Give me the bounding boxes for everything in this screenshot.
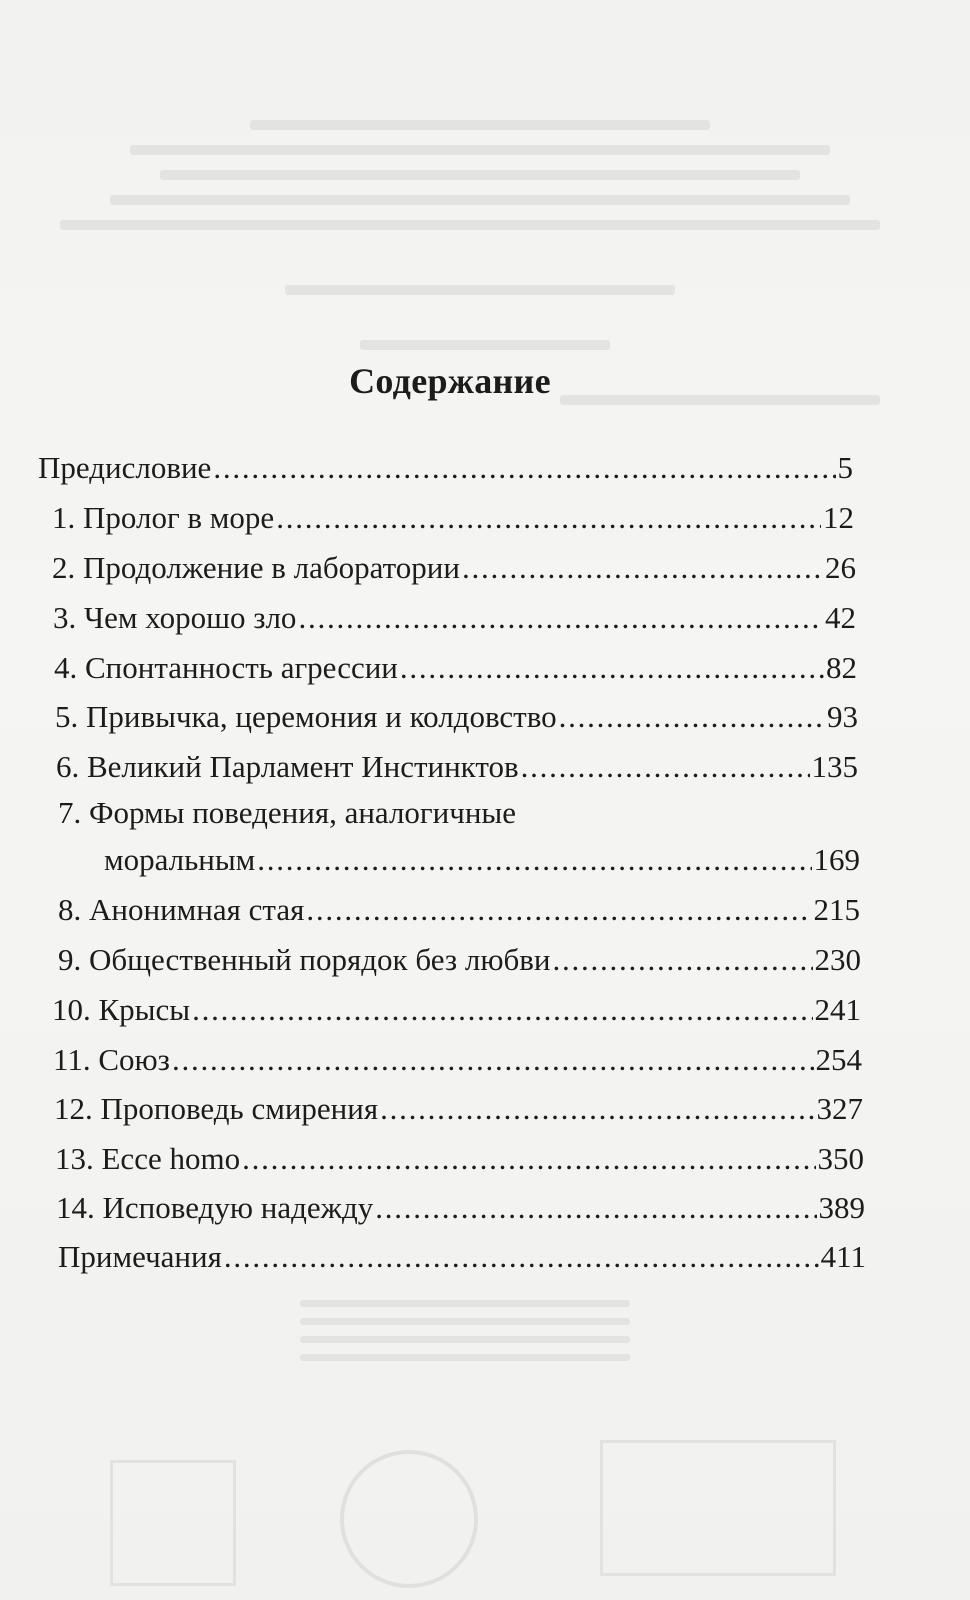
toc-entry-label: 5. Привычка, церемония и колдовство	[55, 699, 557, 734]
toc-entry[interactable]	[58, 890, 860, 930]
toc-entry-label: 3. Чем хорошо зло	[53, 600, 297, 635]
toc-entry-label: 10. Крысы	[52, 992, 191, 1027]
toc-entry-label: 6. Великий Парламент Инстинктов	[56, 749, 519, 784]
toc-entry-page: 5	[837, 450, 853, 485]
toc-entry[interactable]	[58, 940, 861, 980]
dot-leader	[462, 548, 823, 588]
toc-entry[interactable]	[54, 1089, 863, 1129]
dot-leader	[172, 1040, 814, 1080]
toc-entry-page: 93	[827, 699, 858, 734]
dot-leader	[242, 1139, 815, 1179]
toc-entry-page: 230	[814, 942, 861, 977]
toc-entry-page: 42	[825, 600, 856, 635]
toc-entry-page: 327	[816, 1091, 863, 1126]
dot-leader	[553, 940, 813, 980]
dot-leader	[306, 890, 811, 930]
toc-entry-page: 215	[813, 892, 860, 927]
dot-leader	[559, 697, 825, 737]
toc-entry-page: 135	[811, 749, 858, 784]
toc-entry[interactable]	[52, 548, 856, 588]
toc-entry-label-line1: 7. Формы поведения, аналогичные	[58, 795, 517, 830]
toc-entry[interactable]	[58, 1237, 866, 1277]
toc-entry-label: 12. Проповедь смирения	[54, 1091, 379, 1126]
toc-entry[interactable]	[53, 1040, 862, 1080]
toc-entry[interactable]	[56, 747, 858, 787]
toc-entry-page: 82	[826, 650, 857, 685]
toc-entry-page: 411	[820, 1239, 866, 1274]
toc-entry[interactable]	[52, 990, 861, 1030]
dot-leader	[213, 448, 835, 488]
toc-entry-label: Предисловие	[38, 450, 212, 485]
dot-leader	[276, 498, 821, 538]
toc-entry[interactable]	[53, 598, 856, 638]
toc-entry[interactable]	[52, 498, 854, 538]
dot-leader	[375, 1188, 816, 1228]
dot-leader	[298, 598, 823, 638]
toc-entry-label: 2. Продолжение в лаборатории	[52, 550, 460, 585]
toc-entry-label: 4. Спонтанность агрессии	[54, 650, 398, 685]
dot-leader	[257, 840, 811, 880]
toc-entry-page: 254	[815, 1042, 862, 1077]
toc-entry[interactable]	[56, 1188, 865, 1228]
toc-entry[interactable]	[54, 648, 857, 688]
toc-entry-label: 1. Пролог в море	[52, 500, 275, 535]
dot-leader	[192, 990, 812, 1030]
toc-entry[interactable]	[55, 1139, 864, 1179]
toc-entry-label: моральным	[104, 842, 256, 877]
toc-entry-page: 389	[818, 1190, 865, 1225]
toc-entry-label: Примечания	[58, 1239, 222, 1274]
dot-leader	[380, 1089, 814, 1129]
toc-entry-page: 12	[823, 500, 854, 535]
toc-entry-label: 13. Ecce homo	[55, 1141, 241, 1176]
toc-entry[interactable]	[55, 697, 858, 737]
toc-entry-label: 8. Анонимная стая	[58, 892, 305, 927]
dot-leader	[521, 747, 810, 787]
dot-leader	[224, 1237, 819, 1277]
toc-entry-page: 350	[817, 1141, 864, 1176]
toc-entry-page: 26	[825, 550, 856, 585]
dot-leader	[400, 648, 824, 688]
toc-entry-label: 14. Исповедую надежду	[56, 1190, 374, 1225]
toc-entry-page: 169	[813, 842, 860, 877]
page-title: Содержание	[349, 361, 551, 401]
toc-entry[interactable]	[104, 840, 860, 880]
toc-entry-page: 241	[814, 992, 861, 1027]
toc-entry[interactable]	[38, 448, 853, 488]
toc-entry-label: 9. Общественный порядок без любви	[58, 942, 551, 977]
toc-entry-label: 11. Союз	[53, 1042, 170, 1077]
